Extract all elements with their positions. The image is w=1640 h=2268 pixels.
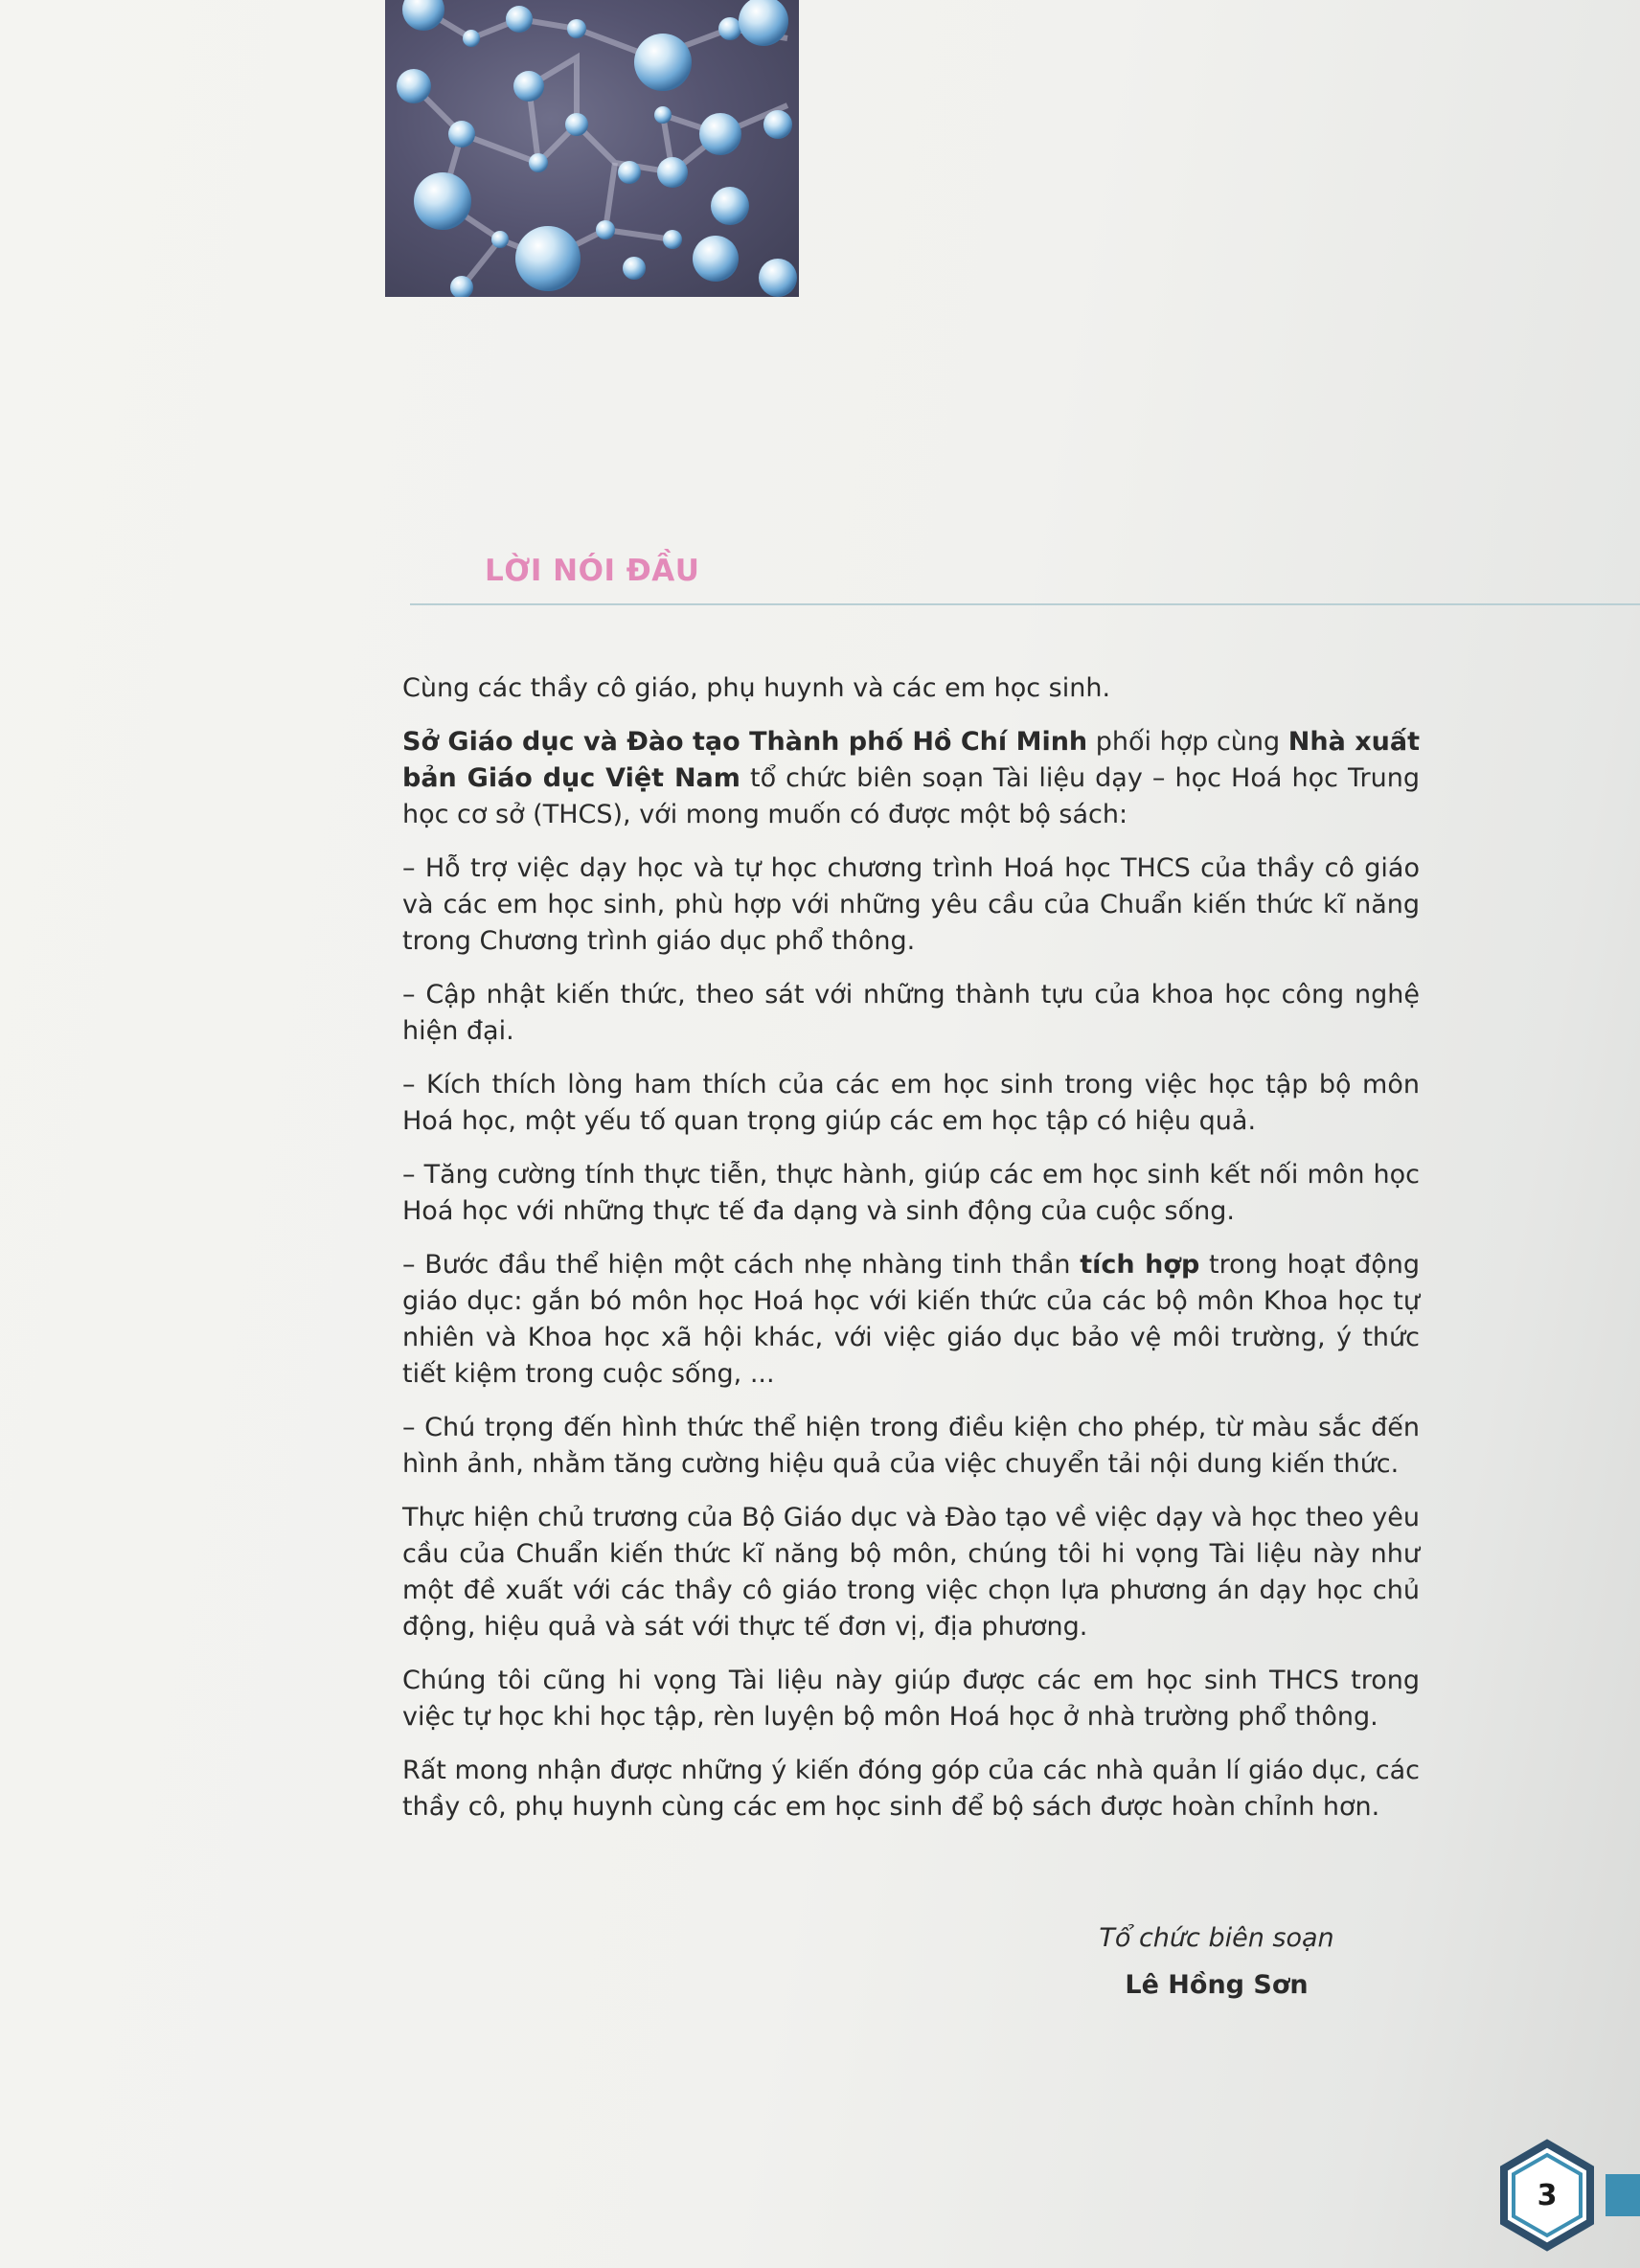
body-paragraph <box>402 1067 1420 1140</box>
body-paragraph <box>402 1410 1420 1483</box>
text-run: tổ chức biên soạn Tài liệu dạy – học Hoá học Trung học cơ sở (THCS), với mong muốn có được một bộ sách: <box>402 763 1421 829</box>
text-run: – Chú trọng đến hình thức thể hiện trong điều kiện cho phép, từ màu sắc đến hình ảnh, nhằm tăng cường hiệu quả của việc chuyển tải nội dung kiến thức. <box>402 1413 1420 1479</box>
preface-heading: LỜI NÓI ĐẦU <box>485 554 700 588</box>
bold-text-run: Nhà xuất bản Giáo dục Việt Nam <box>402 727 1420 793</box>
page-edge-tab <box>1606 2174 1640 2216</box>
molecule-graphic <box>385 0 799 297</box>
text-run: – Tăng cường tính thực tiễn, thực hành, giúp các em học sinh kết nối môn học Hoá học với những thực tế đa dạng và sinh động của cuộc sống. <box>402 1160 1420 1226</box>
body-paragraph <box>402 1663 1420 1735</box>
body-paragraph <box>402 977 1420 1050</box>
body-paragraph <box>402 1247 1420 1393</box>
body-paragraph <box>402 1500 1420 1645</box>
text-run: Chúng tôi cũng hi vọng Tài liệu này giúp được các em học sinh THCS trong việc tự học khi học tập, rèn luyện bộ môn Hoá học ở nhà trường phổ thông. <box>402 1666 1420 1732</box>
page-number: 3 <box>1537 2178 1558 2212</box>
text-run: phối hợp cùng <box>1087 727 1288 757</box>
text-run: Cùng các thầy cô giáo, phụ huynh và các em học sinh. <box>402 673 1111 703</box>
bold-text-run: Sở Giáo dục và Đào tạo Thành phố Hồ Chí Minh <box>402 727 1088 757</box>
body-paragraph <box>402 670 1420 707</box>
text-run: trong hoạt động giáo dục: gắn bó môn học Hoá học với kiến thức của các bộ môn Khoa học tự nhiên và Khoa học xã hội khác, với việc giáo dục bảo vệ môi trường, ý thức tiết kiệm trong cuộc sống, ... <box>402 1250 1420 1389</box>
text-run: Rất mong nhận được những ý kiến đóng góp của các nhà quản lí giáo dục, các thầy cô, phụ huynh cùng các em học sinh để bộ sách được hoàn chỉnh hơn. <box>402 1756 1420 1822</box>
signature-block <box>1054 1923 1379 2000</box>
body-paragraph <box>402 724 1420 833</box>
signature-name: Lê Hồng Sơn <box>1125 1970 1309 2000</box>
heading-divider <box>410 603 1640 605</box>
preface-body <box>402 670 1420 1843</box>
text-run: – Hỗ trợ việc dạy học và tự học chương trình Hoá học THCS của thầy cô giáo và các em học sinh, phù hợp với những yêu cầu của Chuẩn kiến thức kĩ năng trong Chương trình giáo dục phổ thông. <box>402 853 1420 956</box>
body-paragraph <box>402 850 1420 960</box>
text-run: Thực hiện chủ trương của Bộ Giáo dục và Đào tạo về việc dạy và học theo yêu cầu của Chuẩn kiến thức kĩ năng bộ môn, chúng tôi hi vọng Tài liệu này như một đề xuất với các thầy cô giáo trong việc chọn lựa phương án dạy học chủ động, hiệu quả và sát với thực tế đơn vị, địa phương. <box>402 1503 1420 1642</box>
body-paragraph <box>402 1753 1420 1826</box>
body-paragraph <box>402 1157 1420 1230</box>
signature-role: Tổ chức biên soạn <box>1099 1923 1334 1953</box>
text-run: – Bước đầu thể hiện một cách nhẹ nhàng tinh thần <box>402 1250 1081 1280</box>
bold-text-run: tích hợp <box>1080 1250 1200 1280</box>
molecule-illustration <box>385 0 799 297</box>
page-number-badge <box>1494 2138 1600 2253</box>
text-run: – Cập nhật kiến thức, theo sát với những thành tựu của khoa học công nghệ hiện đại. <box>402 980 1420 1046</box>
text-run: – Kích thích lòng ham thích của các em học sinh trong việc học tập bộ môn Hoá học, một yếu tố quan trọng giúp các em học tập có hiệu quả. <box>402 1070 1420 1136</box>
